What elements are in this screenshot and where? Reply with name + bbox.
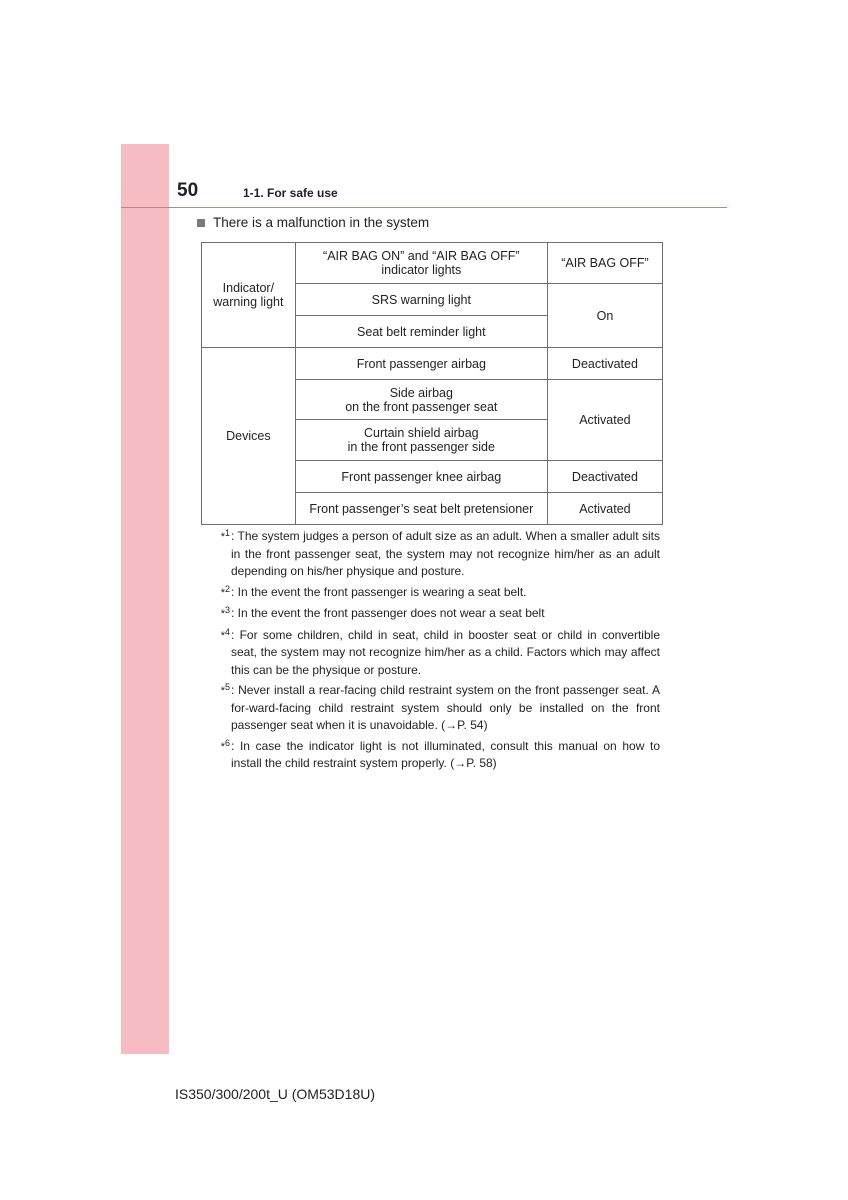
subheading-text: There is a malfunction in the system <box>213 215 430 230</box>
cell-line: in the front passenger side <box>347 440 495 454</box>
footnote-text: : In case the indicator light is not illuminated, consult this manual on how to install the child restraint system properly. (→P. 58) <box>231 738 660 770</box>
cell-line: indicator lights <box>381 263 462 277</box>
footnote <box>204 627 660 680</box>
cell-knee-airbag-value: Deactivated <box>547 461 662 493</box>
side-color-band <box>121 144 169 1054</box>
footnote <box>204 584 660 603</box>
cell-knee-airbag: Front passenger knee airbag <box>295 461 547 493</box>
footnote-mark: *$^1$ <box>220 528 230 543</box>
footnote-text: : In the event the front passenger does not wear a seat belt <box>231 606 545 620</box>
footnote-text: : Never install a rear-facing child restraint system on the front passenger seat. A for-ward-facing child restraint system should only be installed on the front passenger seat when it is unavoidable. (→P. 54) <box>231 683 660 732</box>
table-row <box>202 243 663 284</box>
footnote-text: : In the event the front passenger is wearing a seat belt. <box>231 584 527 599</box>
table-row <box>202 348 663 380</box>
cell-activated-value: Activated <box>547 380 662 461</box>
cell-pretensioner-value: Activated <box>547 493 662 525</box>
footnote <box>204 682 660 735</box>
cell-line: Curtain shield airbag <box>363 426 479 440</box>
footnote <box>204 528 660 581</box>
footnote-mark: *$^6$ <box>220 737 230 753</box>
cell-curtain-airbag <box>295 420 547 461</box>
footnote-text: : For some children, child in seat, child in booster seat or child in convertible seat, the system may not recognize him/her as a child. Factors which may affect this can be the physique or posture. <box>231 627 660 677</box>
group-label-indicator: Indicator/ warning light <box>202 243 296 348</box>
cell-front-passenger-airbag: Front passenger airbag <box>295 348 547 380</box>
cell-srs-warning-light: SRS warning light <box>295 284 547 316</box>
cell-line: on the front passenger seat <box>345 399 498 414</box>
cell-side-airbag <box>295 380 547 420</box>
footnote-mark: *$^5$ <box>220 682 230 697</box>
subheading <box>197 215 429 230</box>
cell-front-airbag-value: Deactivated <box>547 348 662 380</box>
section-title: 1-1. For safe use <box>243 186 338 200</box>
cell-line: “AIR BAG ON” and “AIR BAG OFF” <box>323 249 520 263</box>
square-bullet-icon <box>197 219 205 227</box>
footnote-text: : The system judges a person of adult size as an adult. When a smaller adult sits in the front passenger seat, the system may not recognize him/her as an adult depending on his/her physique and posture. <box>231 529 660 578</box>
page-number: 50 <box>177 180 199 201</box>
cell-line: Side airbag <box>389 385 453 400</box>
cell-on-value: On <box>547 284 662 348</box>
cell-airbag-indicator-lights <box>295 243 547 284</box>
cell-airbag-off-value: “AIR BAG OFF” <box>547 243 662 284</box>
footnote <box>204 605 660 624</box>
group-label-devices: Devices <box>202 348 296 525</box>
model-code: IS350/300/200t_U (OM53D18U) <box>175 1086 375 1102</box>
footnote-mark: *$^2$ <box>220 583 230 599</box>
footnote-mark: *$^4$ <box>220 626 230 642</box>
footnote <box>204 738 660 773</box>
cell-seat-belt-reminder: Seat belt reminder light <box>295 316 547 348</box>
footnote-mark: *$^3$ <box>220 605 230 620</box>
footnotes <box>204 528 660 776</box>
cell-pretensioner: Front passenger’s seat belt pretensioner <box>295 493 547 525</box>
header-divider <box>121 207 727 208</box>
status-table <box>201 242 663 525</box>
